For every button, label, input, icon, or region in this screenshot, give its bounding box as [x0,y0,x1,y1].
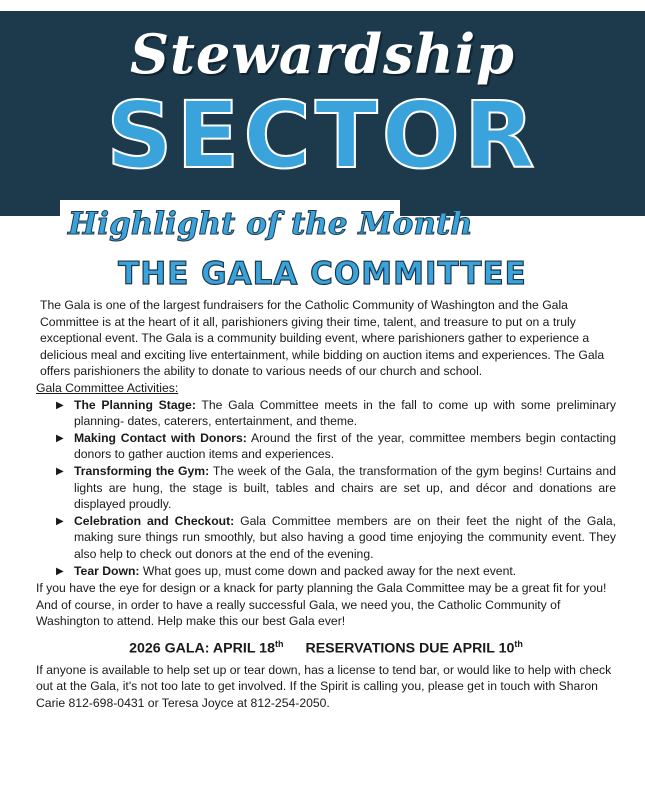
highlight-of-the-month: Highlight of the Month [68,206,473,242]
gala-date-suffix: th [274,638,284,649]
activity-text: Around the first of the year, committee members begin contacting donors to gather auction items and experiences. [74,430,616,462]
reservations-suffix: th [514,638,523,649]
activity-item [56,430,616,463]
reservations-due: RESERVATIONS DUE APRIL 10 [305,640,515,657]
committee-title: THE GALA COMMITTEE [118,256,527,292]
title-sector: SECTOR [106,82,539,189]
activity-title: Making Contact with Donors: [74,430,247,445]
activity-item [56,563,616,580]
title-stewardship: Stewardship [130,22,515,86]
activity-text: The Gala Committee meets in the fall to come up with some preliminary planning- dates, caterers, entertainment, and theme. [74,397,616,429]
activity-title: The Planning Stage: [74,397,196,412]
gala-date: 2026 GALA: APRIL 18 [129,640,275,657]
activity-text: What goes up, must come down and packed away for the next event. [139,563,517,578]
activity-text: The week of the Gala, the transformation of the gym begins! Curtains and lights are hung, the stage is built, tables and chairs are set up, and décor and donations are displayed proudly. [74,463,616,512]
activity-title: Transforming the Gym: [74,463,210,478]
activities-heading: Gala Committee Activities: [36,380,179,395]
closing-paragraph: If you have the eye for design or a knack for party planning the Gala Committee may be a great fit for you! And of course, in order to have a really successful Gala, we need you, the Catholic Community of Washington to attend. Help make this our best Gala ever! [36,581,607,629]
intro-paragraph: The Gala is one of the largest fundraisers for the Catholic Community of Washington and the Gala Committee is at the heart of it all, parishioners giving their time, talent, and treasure to put on a truly exceptional event. The Gala is a community building event, where parishioners gather to experience a delicious meal and exciting live entertainment, while bidding on auction items and experiences. The Gala offers parishioners the ability to donate to various needs of our church and school. [40,298,605,379]
activity-item [56,463,616,513]
activity-title: Tear Down: [74,563,140,578]
activity-title: Celebration and Checkout: [74,513,235,528]
activity-item [56,513,616,563]
contact-paragraph: If anyone is available to help set up or tear down, has a license to tend bar, or would like to help with check out at the Gala, it's not too late to get involved. If the Spirit is calling you, please get in touch with Sharon Carie 812-698-0431 or Teresa Joyce at 812-254-2050. [36,662,612,710]
activity-text: Gala Committee members are on their feet the night of the Gala, making sure things run smoothly, but also having a good time enjoying the community event. They also help to check out donors at the end of the evening. [74,513,616,561]
activities-list [36,397,616,580]
activity-item [56,397,616,430]
gala-date-line [36,634,616,659]
article-body [36,297,616,711]
